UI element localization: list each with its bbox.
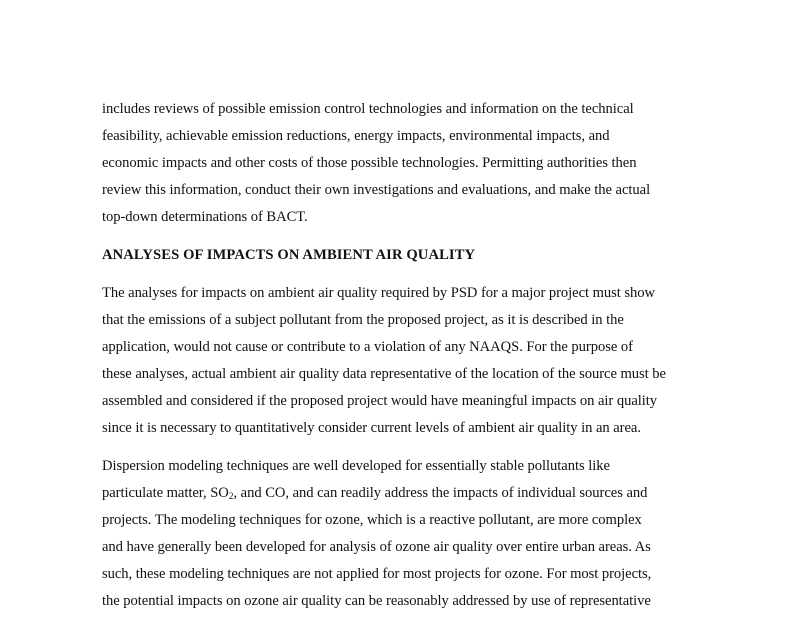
text-line: and have generally been developed for analysis of ozone air quality over entire urban areas. As	[102, 539, 651, 555]
paragraph-ambient-analyses	[102, 280, 722, 442]
text-line: review this information, conduct their own investigations and evaluations, and make the actual	[102, 182, 651, 198]
paragraph-bact-review	[102, 96, 722, 231]
text-line: economic impacts and other costs of those possible technologies. Permitting authorities then	[102, 155, 637, 171]
text-line: assembled and considered if the proposed project would have meaningful impacts on air quality	[102, 393, 658, 409]
text-line: includes reviews of possible emission control technologies and information on the technical	[102, 101, 634, 117]
text-line: application, would not cause or contribute to a violation of any NAAQS. For the purpose of	[102, 339, 633, 355]
text-line: The analyses for impacts on ambient air quality required by PSD for a major project must show	[102, 285, 656, 301]
section-heading: ANALYSES OF IMPACTS ON AMBIENT AIR QUALITY	[102, 247, 476, 263]
text-line: the potential impacts on ozone air quality can be reasonably addressed by use of representative	[102, 593, 651, 609]
text-line-with-subscript	[102, 480, 722, 507]
text-line: that the emissions of a subject pollutant from the proposed project, as it is described in the	[102, 312, 624, 328]
paragraph-dispersion-modeling	[102, 453, 722, 615]
text-line: such, these modeling techniques are not applied for most projects for ozone. For most projects,	[102, 566, 652, 582]
spacer	[102, 269, 722, 280]
text-line: projects. The modeling techniques for ozone, which is a reactive pollutant, are more complex	[102, 512, 642, 528]
text-line: these analyses, actual ambient air quality data representative of the location of the source must be	[102, 366, 666, 382]
text-line: Dispersion modeling techniques are well developed for essentially stable pollutants like	[102, 458, 610, 474]
text-fragment: particulate matter, SO	[102, 485, 229, 501]
text-line: feasibility, achievable emission reductions, energy impacts, environmental impacts, and	[102, 128, 610, 144]
text-fragment: , and CO, and can readily address the impacts of individual sources and	[233, 485, 648, 501]
text-line: top-down determinations of BACT.	[102, 209, 308, 225]
text-line: since it is necessary to quantitatively consider current levels of ambient air quality in an area.	[102, 420, 641, 436]
spacer	[102, 231, 722, 242]
spacer	[102, 442, 722, 453]
subscript: 2	[228, 492, 234, 502]
document-body	[102, 96, 722, 615]
